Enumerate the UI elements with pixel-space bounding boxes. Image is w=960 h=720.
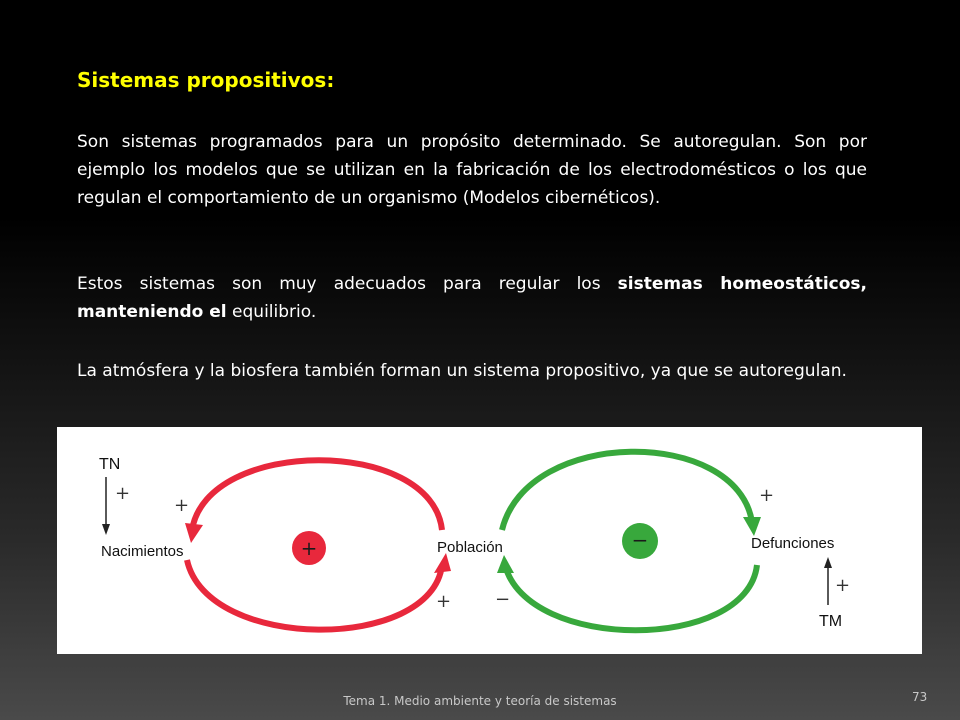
tm-sign: +: [835, 575, 851, 596]
input-label-tm: TM: [819, 613, 843, 630]
positive-loop-center-sign: +: [300, 536, 318, 560]
positive-loop-top-arc: [192, 460, 442, 530]
paragraph-atmosphere: La atmósfera y la biosfera también forman un sistema propositivo, ya que se autoregulan.: [77, 361, 847, 381]
paragraph-definition: Son sistemas programados para un propósito determinado. Se autoregulan. Son por ejemplo los modelos que se utilizan en la fabricación de los electrodomésticos o los que regulan el comportamiento de un organismo (Modelos cibernéticos).: [77, 132, 867, 208]
tn-input-arrowhead: [102, 524, 110, 535]
page-number: 73: [912, 690, 928, 704]
positive-loop-top-sign: +: [174, 495, 190, 516]
slide-heading: Sistemas propositivos:: [77, 68, 335, 92]
negative-loop-top-arrowhead: [743, 517, 761, 536]
paragraph-homeostatic: [77, 270, 867, 326]
positive-loop-top-arrowhead: [185, 523, 203, 543]
negative-loop-bottom-arc: [505, 565, 757, 630]
paragraph-homeostatic-bold: sistemas homeostáticos, manteniendo el: [77, 274, 867, 322]
positive-loop-bottom-arrowhead: [434, 553, 451, 573]
negative-loop-top-arc: [502, 452, 752, 530]
node-label-defunciones: Defunciones: [751, 535, 835, 552]
node-label-poblacion: Población: [437, 539, 503, 556]
feedback-loop-diagram: [57, 427, 922, 654]
input-label-tn: TN: [99, 456, 121, 473]
paragraph-homeostatic-text-1: Estos sistemas son muy adecuados para regular los: [77, 274, 618, 294]
negative-loop-bottom-sign: −: [495, 589, 511, 610]
negative-loop-center-sign: −: [631, 528, 649, 552]
tm-input-arrowhead: [824, 557, 832, 568]
negative-loop-top-sign: +: [759, 485, 775, 506]
positive-loop-bottom-arc: [187, 560, 442, 630]
paragraph-homeostatic-text-2: equilibrio.: [226, 302, 317, 322]
node-label-nacimientos: Nacimientos: [101, 543, 184, 560]
negative-loop-bottom-arrowhead: [497, 555, 514, 573]
tn-sign: +: [115, 483, 131, 504]
footer-title: Tema 1. Medio ambiente y teoría de sistemas: [343, 694, 617, 708]
positive-loop-bottom-sign: +: [436, 591, 452, 612]
